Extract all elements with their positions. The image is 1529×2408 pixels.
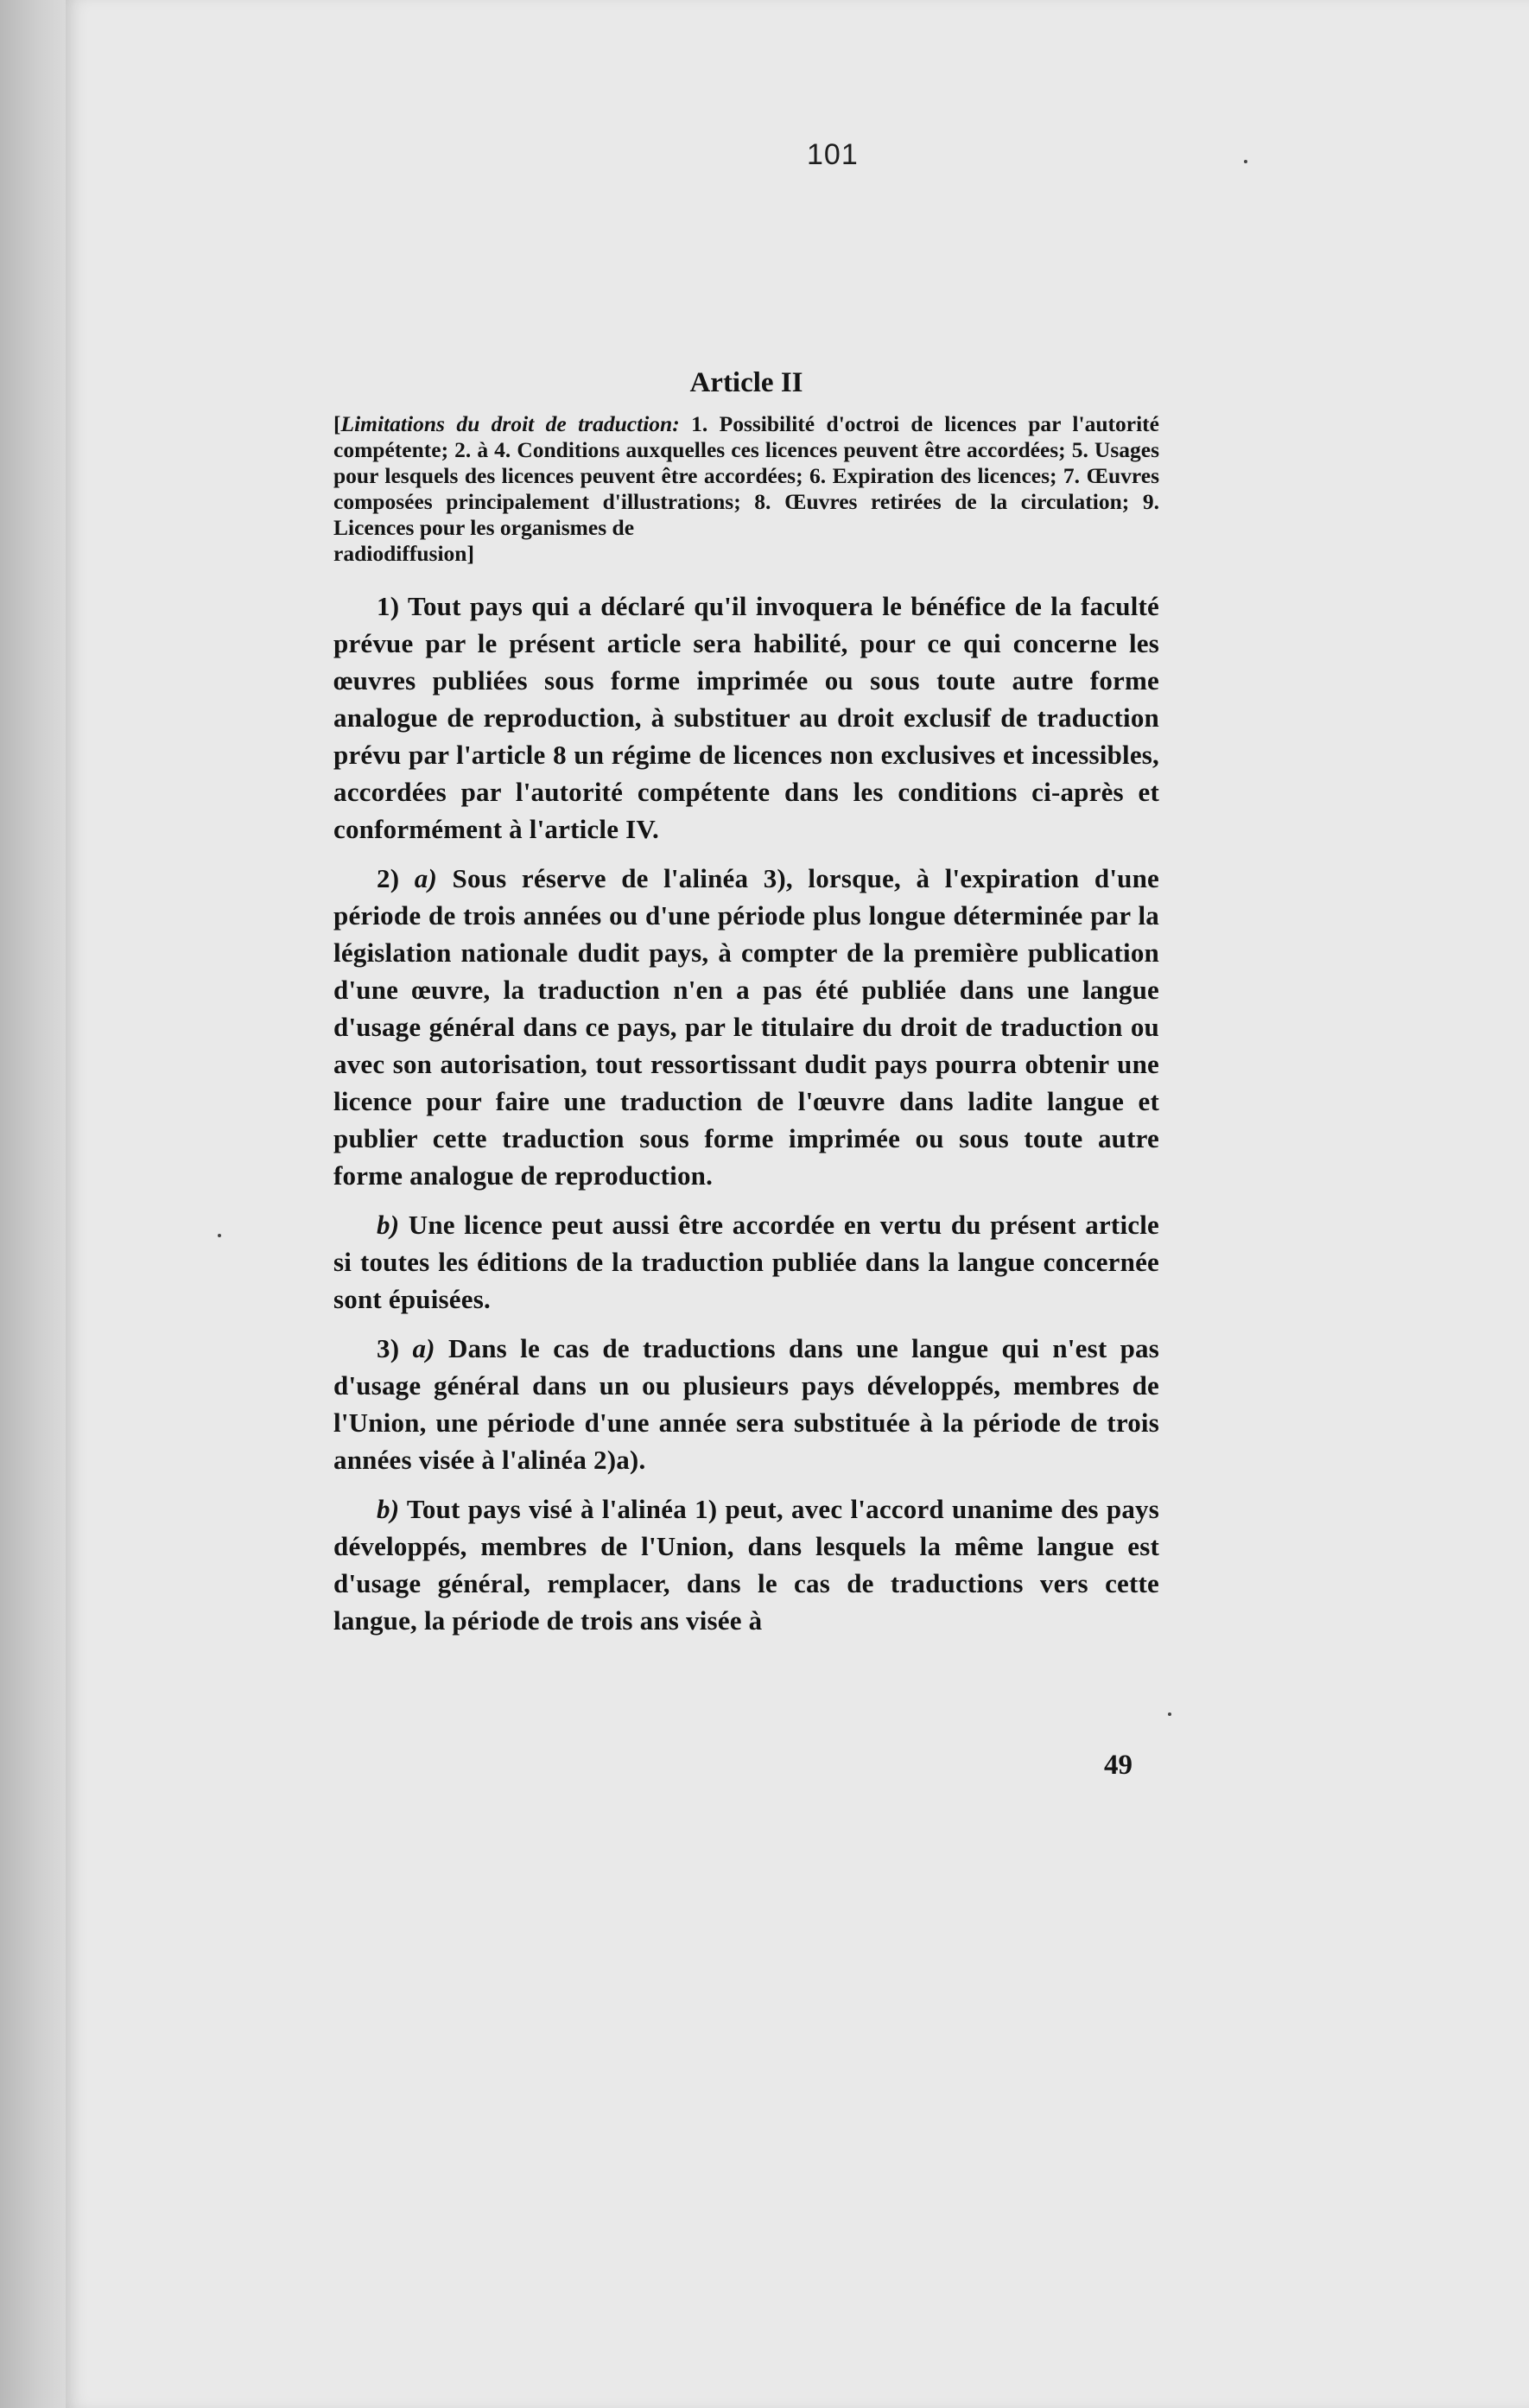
- scan-speck: [218, 1234, 221, 1237]
- scan-speck: [1244, 160, 1247, 163]
- paragraph-3b: [333, 1490, 1159, 1639]
- paragraph-sub-letter: a): [412, 1333, 435, 1363]
- paragraph-2a: [333, 860, 1159, 1194]
- paragraph-text: Sous réserve de l'alinéa 3), lorsque, à l'expiration d'une période de trois années ou d'une période plus longue déterminée par la législation nationale dudit pays, à compter de la première publication d'une œuvre, la traduction n'en a pas été publiée dans une langue d'usage général dans ce pays, par le titulaire du droit de traduction ou avec son autorisation, tout ressortissant dudit pays pourra obtenir une licence pour faire une traduction de l'œuvre dans ladite langue et publier cette traduction sous forme imprimée ou sous toute autre forme analogue de reproduction.: [333, 863, 1159, 1191]
- paragraph-number: 3): [377, 1333, 400, 1363]
- footer-page-number: 49: [1104, 1750, 1132, 1781]
- summary-lead: Limitations du droit de traduction:: [340, 411, 680, 436]
- paragraph-2b: [333, 1206, 1159, 1318]
- paragraph-sub-letter: a): [414, 863, 437, 893]
- paragraph-1: [333, 588, 1159, 848]
- paragraph-number: 2): [377, 863, 400, 893]
- paragraph-text: Dans le cas de traductions dans une langue qui n'est pas d'usage général dans un ou plusieurs pays développés, membres de l'Union, une période d'une année sera substituée à la période de trois années visée à l'alinéa 2)a).: [333, 1333, 1160, 1475]
- paragraph-number: 1): [377, 591, 400, 621]
- paragraph-text: Tout pays visé à l'alinéa 1) peut, avec l'accord unanime des pays développés, membres de l'Union, dans lesquels la même langue est d'usage général, remplacer, dans le cas de traductions vers cette langue, la période de trois ans visée à: [333, 1494, 1159, 1636]
- paragraph-sub-letter: b): [377, 1210, 400, 1240]
- paragraph-text: Tout pays qui a déclaré qu'il invoquera le bénéfice de la faculté prévue par le présent article sera habilité, pour ce qui concerne les œuvres publiées sous forme imprimée ou sous toute autre forme analogue de reproduction, à substituer au droit exclusif de traduction prévu par l'article 8 un régime de licences non exclusives et incessibles, accordées par l'autorité compétente dans les conditions ci-après et conformément à l'article IV.: [333, 591, 1159, 844]
- paragraph-3a: [333, 1330, 1159, 1478]
- summary-body: 1. Possibilité d'octroi de licences par l'autorité compétente; 2. à 4. Conditions auxquelles ces licences peuvent être accordées; 5. Usages pour lesquels des licences peuvent être accordées; 6. Expiration des licences; 7. Œuvres composées principalement d'illustrations; 8. Œuvres retirées de la circulation; 9. Licences pour les organismes de: [333, 411, 1159, 540]
- page-shadow-edge: [0, 0, 66, 2408]
- page-number: 101: [807, 138, 859, 171]
- article-text-block: [333, 367, 1159, 1651]
- paragraph-sub-letter: b): [377, 1494, 400, 1524]
- article-title: Article II: [689, 367, 803, 398]
- summary-last: radiodiffusion]: [333, 541, 474, 566]
- scan-speck: [1168, 1712, 1171, 1716]
- article-summary: [Limitations du droit de traduction: 1. Possibilité d'octroi de licences par l'autorité compétente; 2. à 4. Conditions auxquelles ces licences peuvent être accordées; 5. Usages pour lesquels des licences peuvent être accordées; 6. Expiration des licences; 7. Œuvres composées principalement d'illustrations; 8. Œuvres retirées de la circulation; 9. Licences pour les organismes de radiodiffusion]: [333, 411, 1159, 566]
- paragraph-text: Une licence peut aussi être accordée en vertu du présent article si toutes les éditions de la traduction publiée dans la langue concernée sont épuisées.: [333, 1210, 1159, 1314]
